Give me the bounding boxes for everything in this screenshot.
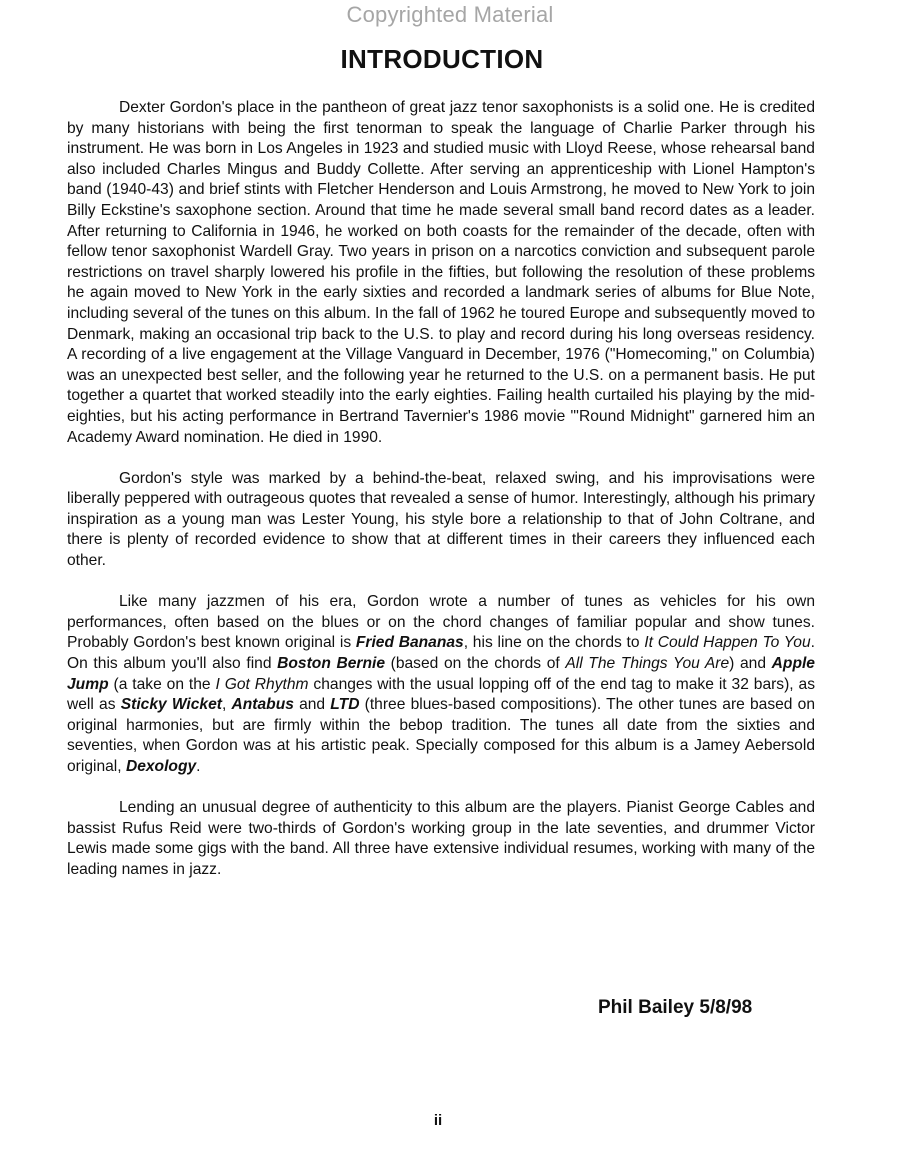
page-number: ii bbox=[433, 1112, 443, 1129]
introduction-body bbox=[67, 98, 815, 881]
tune-title: Apple Jump bbox=[67, 655, 815, 693]
tune-title: Boston Bernie bbox=[277, 655, 386, 673]
tune-title: Sticky Wicket bbox=[120, 696, 222, 714]
tune-title: Dexology bbox=[125, 758, 197, 775]
tune-title: LTD bbox=[330, 696, 360, 714]
song-reference: I Got Rhythm bbox=[215, 675, 309, 693]
paragraph-compositions: Like many jazzmen of his era, Gordon wrote a number of tunes as vehicles for his own performances, often based on the blues or on the chord changes of familiar popular and show tunes. Probably Gordon's best known original is Fried Bananas, his line on the chords to It Could Happen To You. On this album you'll also find Boston Bernie (based on the chords of All The Things You Are) and Apple Jump (a take on the I Got Rhythm changes with the usual lopping off of the end tag to make it 32 bars), as well as Sticky Wicket, Antabus and LTD (three blues-based compositions). The other tunes are based on original harmonies, but are firmly within the bebop tradition. The tunes all date from the sixties and seventies, when Gordon was at his artistic peak. Specially composed for this album is a Jamey Aebersold original, Dexology. bbox=[67, 593, 816, 775]
copyright-watermark: Copyrighted Material bbox=[346, 2, 554, 27]
paragraph-players: Lending an unusual degree of authenticity to this album are the players. Pianist George Cables and bassist Rufus Reid were two-thirds of Gordon's working group in the late seventies, and drummer Victor Lewis made some gigs with the band. All three have extensive individual resumes, working with many of the leading names in jazz. bbox=[67, 799, 815, 878]
page-title: INTRODUCTION bbox=[340, 44, 544, 74]
tune-title: Fried Bananas bbox=[355, 634, 464, 652]
author-signature: Phil Bailey 5/8/98 bbox=[598, 997, 753, 1018]
song-reference: It Could Happen To You bbox=[644, 634, 811, 652]
paragraph-style: Gordon's style was marked by a behind-the-beat, relaxed swing, and his improvisations were liberally peppered with outrageous quotes that revealed a sense of humor. Interestingly, although his primary inspiration as a young man was Lester Young, his style bore a relationship to that of John Coltrane, and there is plenty of recorded evidence to show that at different times in their careers they influenced each other. bbox=[67, 469, 815, 570]
tune-title: Antabus bbox=[231, 696, 294, 714]
song-reference: All The Things You Are bbox=[565, 655, 730, 673]
paragraph-biography: Dexter Gordon's place in the pantheon of great jazz tenor saxophonists is a solid one. He is credited by many historians with being the first tenorman to speak the language of Charlie Parker through his instrument. He was born in Los Angeles in 1923 and studied music with Lloyd Reese, whose rehearsal band also included Charles Mingus and Buddy Collette. After serving an apprenticeship with Lionel Hampton's band (1940-43) and brief stints with Fletcher Henderson and Louis Armstrong, he moved to New York to join Billy Eckstine's saxophone section. Around that time he made several small band record dates as a leader. After returning to California in 1946, he worked on both coasts for the remainder of the decade, often with fellow tenor saxophonist Wardell Gray. Two years in prison on a narcotics conviction and subsequent parole restrictions on travel sharply lowered his profile in the fifties, but following the resolution of these problems he again moved to New York in the early sixties and recorded a landmark series of albums for Blue Note, including several of the tunes on this album. In the fall of 1962 he toured Europe and subsequently moved to Denmark, making an occasional trip back to the U.S. to play and record during his long overseas residency. A recording of a live engagement at the Village Vanguard in December, 1976 ("Homecoming," on Columbia) was an unexpected best seller, and the following year he returned to the U.S. on a permanent basis. He put together a quartet that worked steadily into the early eighties. Failing health curtailed his playing by the mid-eighties, but his acting performance in Bertrand Tavernier's 1986 movie "'Round Midnight" garnered him an Academy Award nomination. He died in 1990. bbox=[67, 99, 815, 446]
